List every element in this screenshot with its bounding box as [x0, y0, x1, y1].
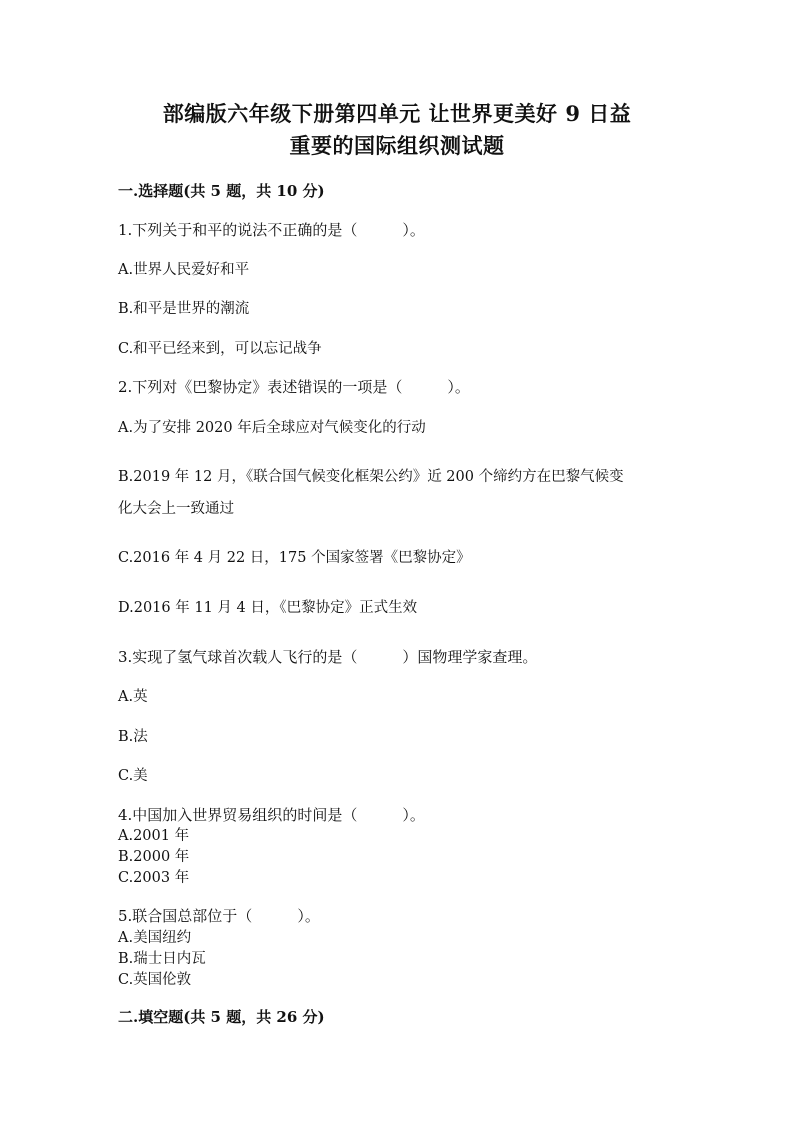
question-2-option-d: D.2016 年 11 月 4 日，《巴黎协定》正式生效 [118, 600, 418, 616]
question-4-stem: 4.中国加入世界贸易组织的时间是（ ）。 [118, 806, 425, 824]
section-heading-fill-blank: 二.填空题(共 5 题，共 26 分) [118, 1008, 325, 1026]
question-4-option-a: A.2001 年 [118, 828, 190, 844]
question-3-option-b: B.法 [118, 729, 148, 745]
document-title-line-1: 部编版六年级下册第四单元 让世界更美好 9 日益 [162, 101, 632, 126]
question-3-option-c: C.美 [118, 768, 148, 784]
question-2-option-b-continued: 化大会上一致通过 [118, 501, 234, 517]
question-2-option-a: A.为了安排 2020 年后全球应对气候变化的行动 [118, 420, 426, 436]
question-5-option-c: C.英国伦敦 [118, 972, 192, 988]
question-5-stem: 5.联合国总部位于（ ）。 [118, 907, 320, 925]
question-5-option-a: A.美国纽约 [118, 930, 192, 946]
question-2-option-c: C.2016 年 4 月 22 日，175 个国家签署《巴黎协定》 [118, 550, 471, 566]
question-3-stem: 3.实现了氢气球首次载人飞行的是（ ）国物理学家查理。 [118, 648, 538, 666]
question-5-option-b: B.瑞士日内瓦 [118, 951, 206, 967]
question-4-option-b: B.2000 年 [118, 849, 190, 865]
document-title-line-2: 重要的国际组织测试题 [289, 133, 505, 158]
question-4-option-c: C.2003 年 [118, 870, 190, 886]
question-1-option-b: B.和平是世界的潮流 [118, 301, 250, 317]
question-2-stem: 2.下列对《巴黎协定》表述错误的一项是（ ）。 [118, 378, 470, 396]
question-1-option-c: C.和平已经来到，可以忘记战争 [118, 341, 322, 357]
question-2-option-b: B.2019 年 12 月，《联合国气候变化框架公约》近 200 个缔约方在巴黎气候变 [118, 469, 624, 485]
question-1-stem: 1.下列关于和平的说法不正确的是（ ）。 [118, 221, 425, 239]
question-1-option-a: A.世界人民爱好和平 [118, 262, 250, 278]
section-heading-choice: 一.选择题(共 5 题，共 10 分) [118, 182, 325, 200]
question-3-option-a: A.英 [118, 689, 148, 705]
